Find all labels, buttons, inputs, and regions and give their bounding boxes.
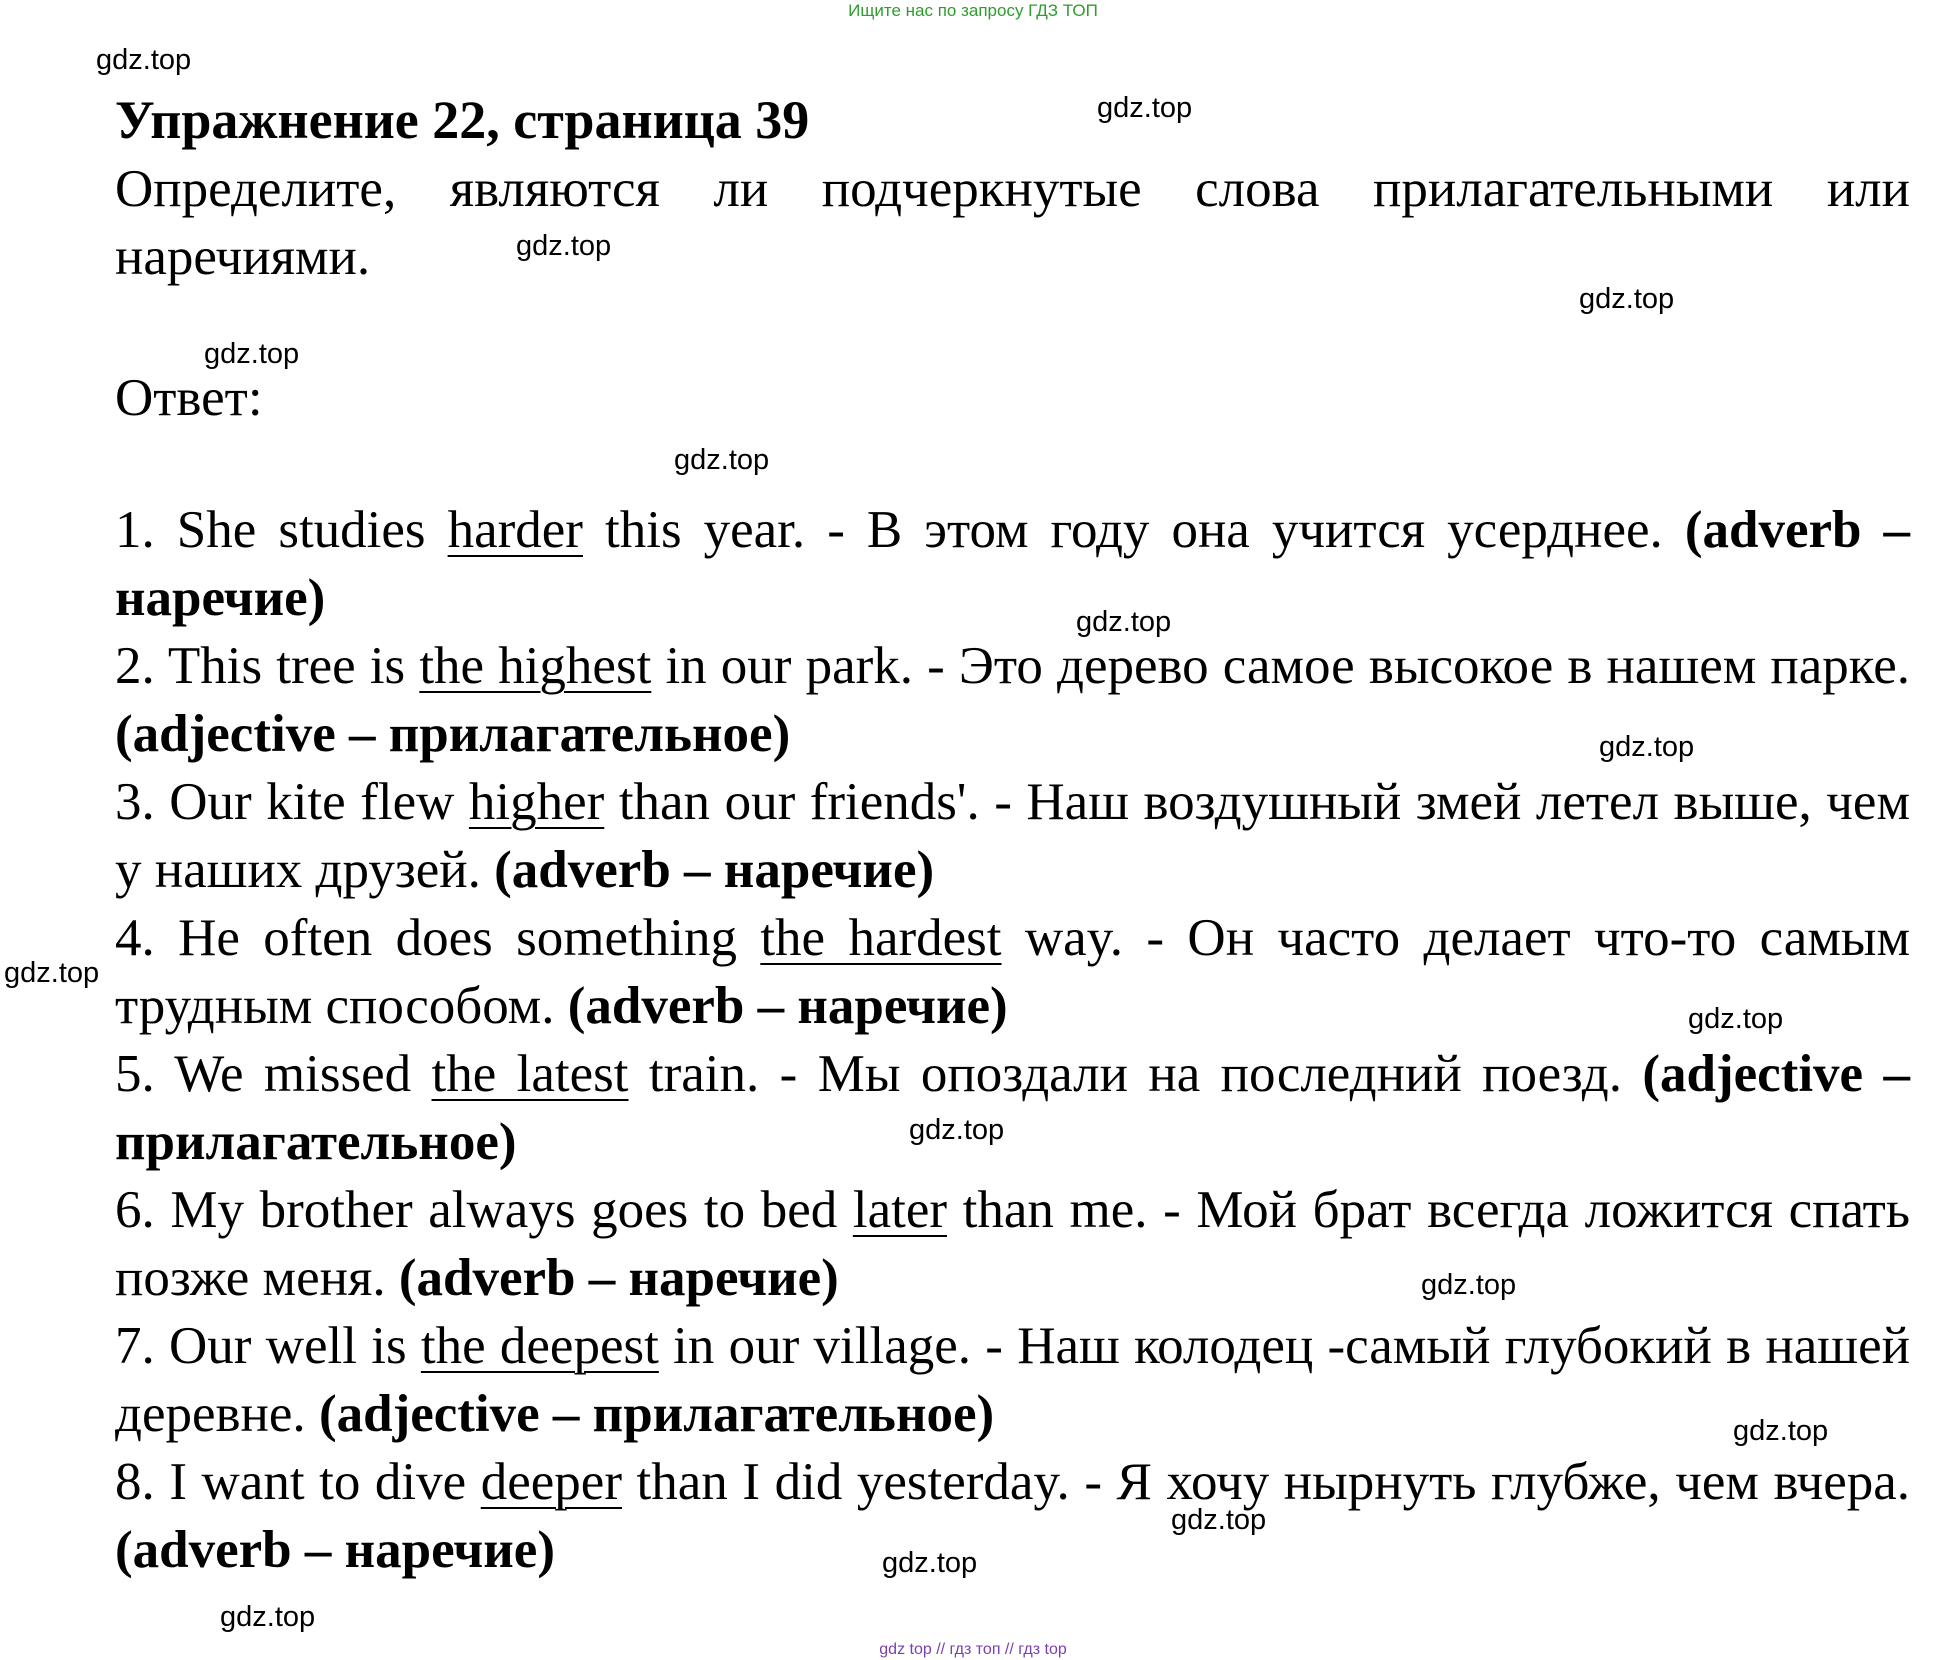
watermark: gdz.top [1579, 283, 1675, 315]
underlined-word: harder [447, 501, 583, 559]
item-translation: than I did yesterday. - Я хочу нырнуть глубже, чем вчера. [621, 1453, 1910, 1511]
answer-label: Ответ: [115, 369, 263, 427]
underlined-word: the latest [431, 1045, 629, 1103]
top-banner: Ищите нас по запросу ГДЗ ТОП [848, 1, 1098, 20]
underlined-word: the hardest [760, 909, 1002, 967]
underlined-word: the highest [419, 637, 652, 695]
item-translation: this year. - В этом году она учится усерднее. [582, 501, 1685, 559]
answer-item [115, 1312, 1910, 1448]
watermark: gdz.top [882, 1547, 978, 1579]
watermark: gdz.top [909, 1114, 1005, 1146]
answer-item [115, 1176, 1910, 1312]
part-of-speech-tag: (adverb – наречие) [398, 1249, 839, 1307]
watermark: gdz.top [1599, 731, 1695, 763]
part-of-speech-tag: (adjective – прилагательное) [115, 705, 791, 763]
watermark: gdz.top [4, 957, 100, 989]
part-of-speech-tag: (adverb – наречие) [115, 1521, 555, 1579]
part-of-speech-tag: (adverb – наречие) [115, 501, 1911, 627]
bottom-banner: gdz top // гдз топ // гдз top [879, 1641, 1067, 1658]
answer-item [115, 632, 1910, 768]
item-prefix: 2. This tree is [115, 637, 420, 695]
watermark: gdz.top [1733, 1415, 1829, 1447]
task-text: Определите, являются ли подчеркнутые слова прилагательными или наречиями. [115, 160, 1910, 286]
item-prefix: 4. He often does something [115, 909, 761, 967]
part-of-speech-tag: (adjective – прилагательное) [318, 1385, 995, 1443]
answer-list [115, 496, 1910, 1584]
item-prefix: 7. Our well is [115, 1317, 421, 1375]
watermark: gdz.top [516, 230, 612, 262]
watermark: gdz.top [1076, 606, 1172, 638]
underlined-word: higher [468, 773, 605, 831]
exercise-title: Упражнение 22, страница 39 [115, 90, 810, 150]
underlined-word: deeper [480, 1453, 622, 1511]
answer-item [115, 1448, 1910, 1584]
watermark: gdz.top [204, 338, 300, 370]
part-of-speech-tag: (adverb – наречие) [494, 841, 935, 899]
answer-item [115, 496, 1910, 632]
item-prefix: 6. My brother always goes to bed [115, 1181, 853, 1239]
item-prefix: 3. Our kite flew [115, 773, 469, 831]
watermark: gdz.top [1097, 92, 1193, 124]
watermark: gdz.top [1171, 1504, 1267, 1536]
item-translation: than our friends'. - Наш воздушный змей летел выше, чем у наших друзей. [115, 773, 1910, 899]
item-translation: in our park. - Это дерево самое высокое в нашем парке. [651, 637, 1910, 695]
item-prefix: 5. We missed [115, 1045, 432, 1103]
item-translation: way. - Он часто делает что-то самым трудным способом. [115, 909, 1911, 1035]
watermark: gdz.top [1421, 1269, 1517, 1301]
answer-item [115, 1040, 1910, 1176]
watermark: gdz.top [220, 1601, 316, 1633]
item-translation: train. - Мы опоздали на последний поезд. [628, 1045, 1643, 1103]
underlined-word: the deepest [420, 1317, 659, 1375]
watermark: gdz.top [674, 444, 770, 476]
watermark: gdz.top [96, 44, 192, 76]
watermark: gdz.top [1688, 1003, 1784, 1035]
answer-item [115, 904, 1910, 1040]
part-of-speech-tag: (adverb – наречие) [567, 977, 1008, 1035]
item-prefix: 1. She studies [115, 501, 448, 559]
part-of-speech-tag: (adjective – прилагательное) [115, 1045, 1910, 1171]
item-translation: than me. - Мой брат всегда ложится спать позже меня. [115, 1181, 1910, 1307]
item-translation: in our village. - Наш колодец -самый глубокий в нашей деревне. [115, 1317, 1911, 1443]
underlined-word: later [852, 1181, 947, 1239]
answer-item [115, 768, 1910, 904]
item-prefix: 8. I want to dive [115, 1453, 481, 1511]
